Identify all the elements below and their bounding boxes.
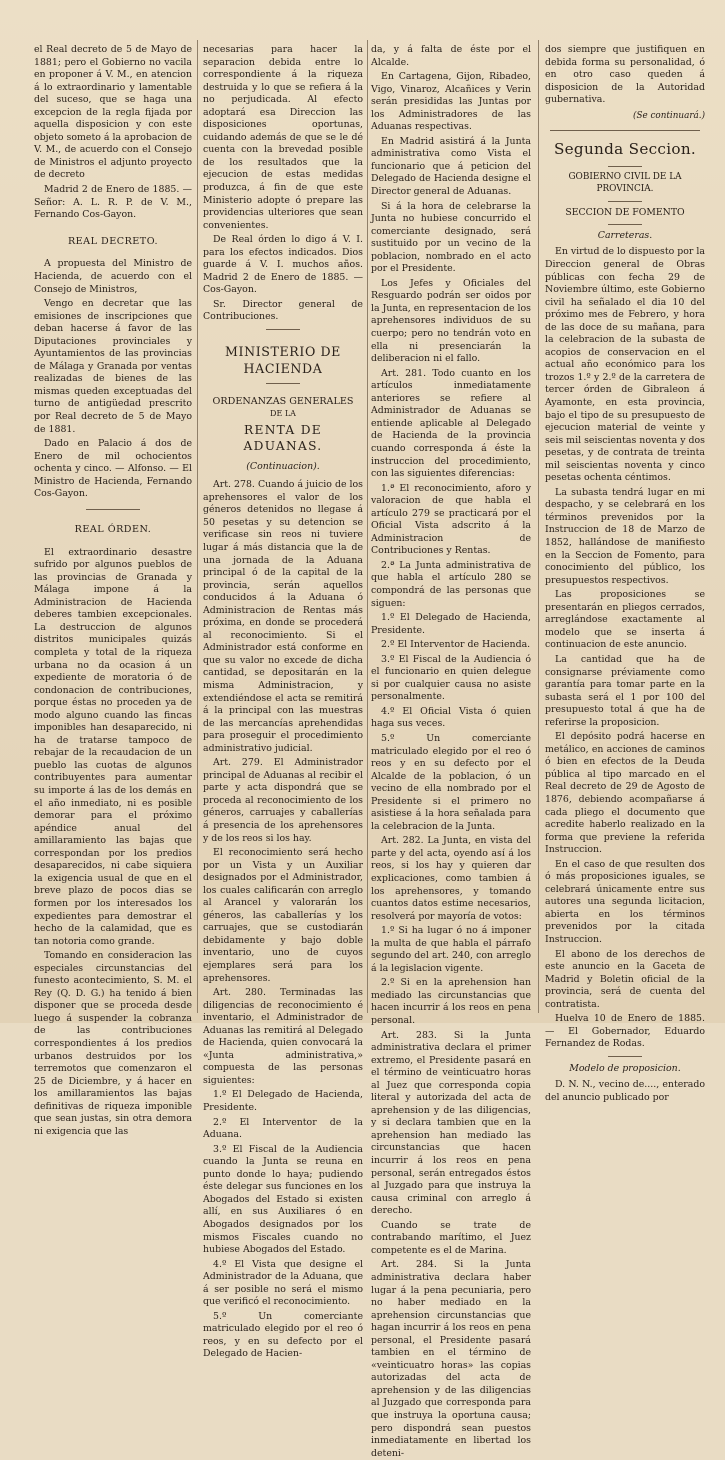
section-heading-real-decreto: REAL DECRETO.: [67, 235, 159, 247]
article: Art. 279. El Administrador principal de Aduanas al recibir el parte y acta dispondrá que se proceda al reconocimiento de los géneros, carruajes y caballerías á presencia de los aprehensores y de los reos si los hay.: [203, 757, 363, 844]
fomento-heading: SECCION DE FOMENTO: [565, 206, 685, 218]
paragraph: En Madrid asistirá á la Junta administrativa como Vista el funcionario que á peticion del Delegado de Hacienda designe el Director general de Aduanas.: [371, 135, 531, 198]
paragraph: Tomando en consideracion las especiales circunstancias del funesto acontecimiento, S. M. el Rey (Q. D. G.) ha tenido á bien disponer que se proceda desde luego á suspender la cobranza de las contribuciones correspondientes á los predios urbanos destruidos por los terremotos que comenzaron el 25 de Diciembre, y á hacer en los amillaramientos las bajas definitivas de riqueza imponible que sean justas, sin otra demora ni exigencia que las: [34, 950, 192, 1137]
date-line: Madrid 2 de Enero de 1885. — Señor: A. L. R. P. de V. M., Fernando Cos-Gayon.: [34, 184, 192, 221]
article: Art. 283. Si la Junta administrativa declara el primer extremo, el Presidente pasará en el término de veinticuatro horas al Juez que corresponda copia literal y autorizada del acta de aprehension y de las diligencias, y si declara tambien que en la aprehension han mediado las circunstancias que hacen incurrir á los reos en pena personal, serán entregados éstos al Juzgado para que instruya la causa criminal con arreglo á derecho.: [371, 1029, 531, 1217]
ordinances-heading: ORDENANZAS GENERALES: [212, 395, 354, 407]
paragraph: D. N. N., vecino de...., enterado del anuncio publicado por: [545, 1079, 705, 1103]
paragraph: Las proposiciones se presentarán en pliegos cerrados, arreglándose exactamente al modelo que se inserta á continuacion de este anuncio.: [545, 589, 705, 651]
list-item: 4.º El Vista que designe el Administrador de la Aduana, que á ser posible no será el mismo que verificó el reconocimiento.: [203, 1258, 363, 1308]
separator: [266, 329, 300, 330]
column-3: [371, 44, 531, 1459]
paragraph: Sr. Director general de Contribuciones.: [203, 298, 363, 323]
paragraph: La cantidad que ha de consignarse préviamente como garantía para tomar parte en la subasta será el 1 por 100 del presupuesto total á que ha de referirse la proposicion.: [545, 653, 705, 728]
paragraph: El abono de los derechos de este anuncio en la Gaceta de Madrid y Boletin oficial de la provincia, será de cuenta del contratista.: [545, 948, 705, 1010]
article: Art. 278. Cuando á juicio de los aprehensores el valor de los géneros detenidos no llegase á 50 pesetas y su detencion se verificase sin reos ni tuviere lugar á más distancia que la de una jornada de la Aduana principal ó de la capital de la provincia, serán aquellos conducidos á la Aduana ó Administracion de Rentas más próxima, en donde se procederá al reconocimiento. Si el Administrador está conforme en que su valor no excede de dicha cantidad, se depositarán en la misma Administracion, y extendiéndose el acta se remitirá á la principal con las muestras de las mercancías aprehendidas para proseguir el procedimiento administrativo judicial.: [203, 479, 363, 754]
to-be-continued-label: (Se continuará.): [633, 110, 705, 121]
ordinances-heading-connector: DE LA: [270, 409, 296, 419]
list-item: 3.º El Fiscal de la Audiencia ó el funcionario en quien delegue si por cualquier causa no asiste personalmente.: [371, 653, 531, 703]
paragraph: Dado en Palacio á dos de Enero de mil ochocientos ochenta y cinco. — Alfonso. — El Ministro de Hacienda, Fernando Cos-Gayon.: [34, 438, 192, 500]
separator: [266, 383, 300, 384]
section-heading-real-orden: REAL ÓRDEN.: [74, 523, 152, 535]
paragraph: El extraordinario desastre sufrido por algunos pueblos de las provincias de Granada y Málaga impone á la Administracion de Hacienda deberes tambien excepcionales. La destruccion de algunos distritos municipales quizás completa y total de la riqueza urbana no da ocasion á un expediente de moratoria ó de condonacion de contribuciones, porque éstas no proceden ya de modo alguno cuando las fincas imponibles han desaparecido, ni ha de tratarse tampoco de rebajar de la recaudacion de un pueblo las cuotas de algunos contribuyentes para aumentar su importe á las de los demás en el año inmediato, ni es posible demorar para el próximo apéndice anual del amillaramiento las bajas que correspondan por los predios desaparecidos, ni cabe siquiera la exigencia usual de que en el breve plazo de pocos dias se formen por los interesados los expedientes para demostrar el hecho de la calamidad, que es tan notoria como grande.: [34, 546, 192, 947]
list-item: 3.º El Fiscal de la Audiencia cuando la Junta se reuna en punto donde lo haya; pudiendo éste delegar sus funciones en los Abogados del Estado si existen allí, en sus Auxiliares ó en Abogados designados por los mismos Fiscales cuando no hubiese Abogados del Estado.: [203, 1143, 363, 1256]
article: Art. 280. Terminadas las diligencias de reconocimiento é inventario, el Administrador de Aduanas las remitirá al Delegado de Hacienda, quien convocará la «Junta administrativa,» compuesta de las personas siguientes:: [203, 987, 363, 1086]
separator: [608, 201, 642, 202]
paragraph: El depósito podrá hacerse en metálico, en acciones de caminos ó bien en efectos de la Deuda pública al tipo marcado en el Real decreto de 29 de Agosto de 1876, debiendo acompañarse á cada pliego el documento que acredite haberlo realizado en la forma que previene la referida Instruccion.: [545, 731, 705, 856]
paragraph: el Real decreto de 5 de Mayo de 1881; pero el Gobierno no vacila en proponer á V. M., en atencion á lo extraordinario y lamentable del suceso, que se haga una excepcion de la regla fijada por aquella disposicion y con este objeto someto á la aprobacion de V. M., de acuerdo con el Consejo de Ministros el adjunto proyecto de decreto: [34, 44, 192, 181]
list-item: 2.º Si en la aprehension han mediado las circunstancias que hacen incurrir á los reos en pena personal.: [371, 977, 531, 1027]
article: Art. 284. Si la Junta administrativa declara haber lugar á la pena pecuniaria, pero no haber mediado en la aprehension circunstancias que hagan incurrir á los reos en pena personal, el Presidente pasará tambien en el término de «veinticuatro horas» las copias autorizadas del acta de aprehension y de las diligencias al Juzgado que corresponda para que instruya la oportuna causa; pero dispondrá sean puestos inmediatamente en libertad los deteni-: [371, 1259, 531, 1459]
paragraph: En Cartagena, Gijon, Ribadeo, Vigo, Vinaroz, Alcañices y Verin serán presididas las Juntas por los Administradores de las Aduanas respectivas.: [371, 71, 531, 133]
article: Art. 281. Todo cuanto en los artículos inmediatamente anteriores se refiere al Administrador de Aduanas se entiende aplicable al Delegado de Hacienda de la provincia cuando corresponda á éste la instruccion del procedimiento, con las siguientes diferencias:: [371, 367, 531, 480]
ordinances-title: RENTA DE ADUANAS.: [243, 423, 323, 454]
separator: [608, 166, 642, 167]
list-item: 2.ª La Junta administrativa de que habla el artículo 280 se compondrá de las personas que siguen:: [371, 559, 531, 609]
separator: [86, 509, 140, 510]
paragraph: El reconocimiento será hecho por un Vista y un Auxiliar designados por el Administrador, los cuales calificarán con arreglo al Arancel y valorarán los géneros, las caballerías y los carruajes, que se custodiarán debidamente y bajo doble inventario, uno de cuyos ejemplares será para los aprehensores.: [203, 847, 363, 984]
paragraph: Vengo en decretar que las emisiones de inscripciones que deban hacerse á favor de las Diputaciones provinciales y Ayuntamientos de las provincias de Málaga y Granada por ventas realizadas de bienes de las mismas queden exceptuadas del turno de antigüedad prescrito por Real decreto de 5 de Mayo de 1881.: [34, 298, 192, 435]
article: Art. 282. La Junta, en vista del parte y del acta, oyendo así á los reos, si los hay y quieren dar explicaciones, como tambien á los aprehensores, y tomando cuantos datos estime necesarios, resolverá por mayoría de votos:: [371, 835, 531, 922]
list-item: 5.º Un comerciante matriculado elegido por el reo ó reos, y en su defecto por el Delegado de Hacien-: [203, 1310, 363, 1360]
continuation-label: (Continuacion).: [246, 460, 320, 472]
list-item: 2.º El Interventor de la Aduana.: [203, 1116, 363, 1141]
paragraph: da, y á falta de éste por el Alcalde.: [371, 44, 531, 68]
column-rule: [367, 40, 368, 1013]
ministry-heading: MINISTERIO DE HACIENDA: [225, 344, 341, 376]
list-item: 1.º El Delegado de Hacienda, Presidente.: [203, 1089, 363, 1114]
paragraph: dos siempre que justifiquen en debida forma su personalidad, ó en otro caso queden á disposicion de la Autoridad gubernativa.: [545, 44, 705, 106]
column-2: [203, 44, 363, 1360]
paragraph: A propuesta del Ministro de Hacienda, de acuerdo con el Consejo de Ministros,: [34, 258, 192, 295]
separator: [608, 224, 642, 225]
separator: [550, 130, 700, 131]
subsection-heading: Carreteras.: [597, 229, 653, 241]
list-item: 1.º El Delegado de Hacienda, Presidente.: [371, 612, 531, 636]
list-item: 2.º El Interventor de Hacienda.: [381, 639, 531, 651]
government-heading: GOBIERNO CIVIL DE LA PROVINCIA.: [568, 171, 682, 194]
section-title: Segunda Seccion.: [553, 140, 697, 159]
paragraph: En el caso de que resulten dos ó más proposiciones iguales, se celebrará únicamente entre sus autores una segunda licitacion, abierta en los términos prevenidos por la citada Instruccion.: [545, 858, 705, 945]
paragraph: Si á la hora de celebrarse la Junta no hubiese concurrido el comerciante designado, será sustituido por un vecino de la poblacion, nombrado en el acto por el Presidente.: [371, 200, 531, 275]
list-item: 5.º Un comerciante matriculado elegido por el reo ó reos y en su defecto por el Alcalde de la poblacion, ó un vecino de ella nombrado por el Presidente si el primero no asistiese á la hora señalada para la celebracion de la Junta.: [371, 732, 531, 832]
paragraph: Cuando se trate de contrabando marítimo, el Juez competente es el de Marina.: [371, 1219, 531, 1256]
paragraph: De Real órden lo digo á V. I. para los efectos indicados. Dios guarde á V. I. muchos años. Madrid 2 de Enero de 1885. — Cos-Gayon.: [203, 234, 363, 296]
column-4: [545, 44, 705, 1103]
list-item: 4.º El Oficial Vista ó quien haga sus veces.: [371, 705, 531, 730]
list-item: 1.ª El reconocimiento, aforo y valoracion de que habla el artículo 279 se practicará por el Oficial Vista adscrito á la Administracion de Contribuciones y Rentas.: [371, 482, 531, 557]
list-item: 1.º Si ha lugar ó no á imponer la multa de que habla el párrafo segundo del art. 240, con arreglo á la legislacion vigente.: [371, 925, 531, 974]
signature-line: Huelva 10 de Enero de 1885. — El Gobernador, Eduardo Fernandez de Rodas.: [545, 1013, 705, 1050]
separator: [608, 1056, 642, 1057]
paragraph: En virtud de lo dispuesto por la Direccion general de Obras públicas con fecha 29 de Noviembre último, este Gobierno civil ha señalado el dia 10 del próximo mes de Febrero, y hora de las doce de su mañana, para la celebracion de la subasta de acopios de conservacion en el actual año económico para los trozos 1.º y 2.º de la carretera de tercer órden de Gibraleon á Ayamonte, en esta provincia, bajo el tipo de su presupuesto de ejecucion material de veinte y seis mil seiscientas noventa y dos pesetas, y de contrata de treinta mil seiscientas noventa y cinco pesetas ochenta céntimos.: [545, 246, 705, 484]
column-rule: [197, 40, 198, 1013]
paragraph: Los Jefes y Oficiales del Resguardo podrán ser oidos por la Junta, en representacion de los aprehensores individuos de su cuerpo; pero no tendrán voto en ella ni presenciarán la deliberacion ni el fallo.: [371, 277, 531, 365]
column-rule: [538, 40, 539, 1013]
paragraph: La subasta tendrá lugar en mi despacho, y se celebrará en los términos prevenidos por la Instruccion de 18 de Marzo de 1852, hallándose de manifiesto en la Seccion de Fomento, para conocimiento del público, los presupuestos respectivos.: [545, 486, 705, 586]
column-1: [34, 44, 192, 1137]
model-heading: Modelo de proposicion.: [569, 1062, 681, 1074]
paragraph: necesarias para hacer la separacion debida entre lo correspondiente á la riqueza destruida y lo que se refiera á la no perjudicada. Al efecto adoptará esa Direccion las disposiciones oportunas, cuidando además de que se le dé cuenta con la brevedad posible de los resultados que la ejecucion de estas medidas produzca, á fin de que este Ministerio adopte ó prepare las providencias ulteriores que sean convenientes.: [203, 44, 363, 231]
